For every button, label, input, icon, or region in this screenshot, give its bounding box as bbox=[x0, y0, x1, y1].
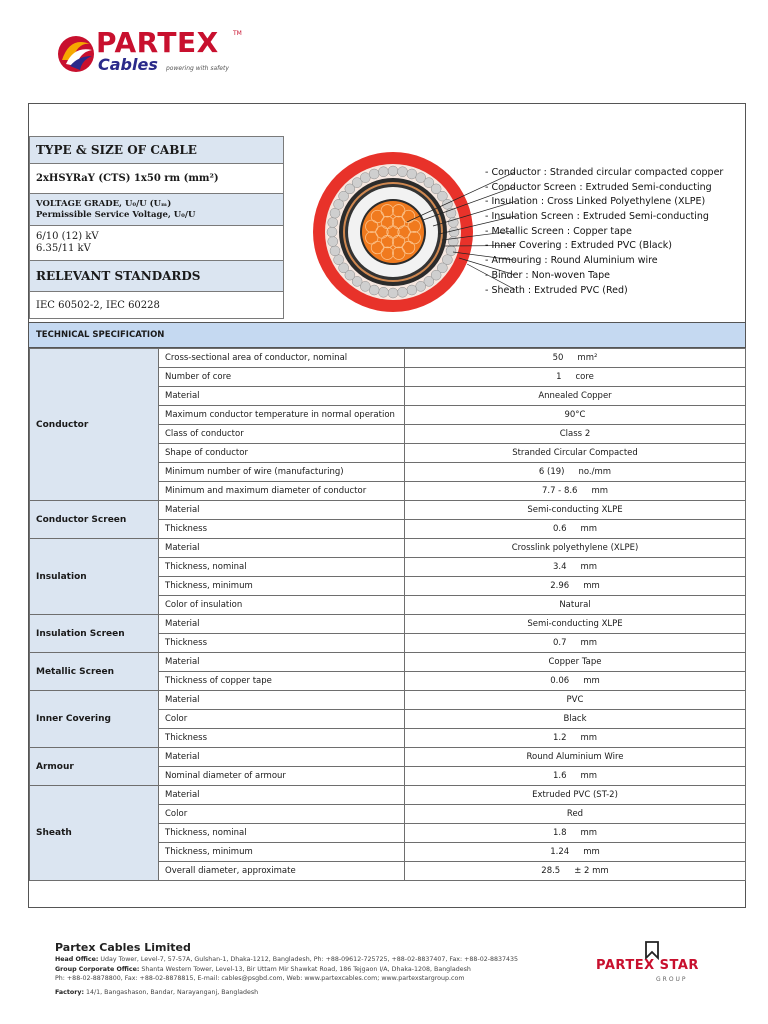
spec-value: 1.8 bbox=[552, 828, 567, 838]
spec-row bbox=[30, 691, 746, 710]
spec-value-cell bbox=[405, 482, 746, 501]
spec-parameter: Material bbox=[159, 615, 405, 634]
callout-metallic-screen: - Metallic Screen : Copper tape bbox=[485, 225, 632, 237]
head-office-address: Uday Tower, Level-7, 57-57A, Gulshan-1, Dhaka-1212, Bangladesh, Ph: +88-09612-725725, +88-02-8837407, Fax: +88-02-8837435 bbox=[100, 956, 519, 963]
datasheet-frame bbox=[28, 103, 746, 908]
voltage-value: 6/10 (12) kV bbox=[36, 231, 99, 242]
partex-star-group-logo bbox=[596, 940, 726, 988]
spec-value-cell bbox=[405, 824, 746, 843]
spec-value-cell bbox=[405, 691, 746, 710]
spec-parameter: Color bbox=[159, 710, 405, 729]
spec-unit: mm bbox=[580, 828, 598, 838]
contact-line: Ph: +88-02-8878800, Fax: +88-02-8878815, E-mail: cables@psgbd.com, Web: www.partexcables.com; www.partexstargroup.com bbox=[55, 975, 465, 983]
armour-wire bbox=[330, 246, 340, 256]
spec-group-label: Inner Covering bbox=[30, 691, 159, 748]
spec-parameter: Material bbox=[159, 748, 405, 767]
spec-row bbox=[30, 653, 746, 672]
technical-spec-heading: TECHNICAL SPECIFICATION bbox=[29, 322, 745, 348]
spec-parameter: Thickness, minimum bbox=[159, 577, 405, 596]
spec-value-cell bbox=[405, 425, 746, 444]
spec-parameter: Shape of conductor bbox=[159, 444, 405, 463]
spec-group-label: Sheath bbox=[30, 786, 159, 881]
spec-value-cell bbox=[405, 634, 746, 653]
factory-label: Factory: bbox=[55, 988, 84, 996]
spec-group-label: Metallic Screen bbox=[30, 653, 159, 691]
spec-value: Copper Tape bbox=[548, 657, 602, 667]
technical-spec-table bbox=[29, 348, 746, 881]
spec-group-label: Insulation Screen bbox=[30, 615, 159, 653]
spec-unit: mm bbox=[583, 581, 600, 591]
callout-conductor: - Conductor : Stranded circular compacted copper bbox=[485, 167, 724, 178]
star-group-icon bbox=[644, 940, 662, 960]
spec-value: 3.4 bbox=[552, 562, 567, 572]
spec-value-cell bbox=[405, 805, 746, 824]
spec-value: 1.24 bbox=[550, 847, 570, 857]
standards-value: IEC 60502-2, IEC 60228 bbox=[29, 291, 284, 319]
trademark-mark: TM bbox=[233, 30, 242, 37]
callout-conductor-screen: - Conductor Screen : Extruded Semi-conducting bbox=[485, 181, 712, 193]
armour-wire bbox=[388, 166, 398, 176]
component-callouts bbox=[485, 166, 745, 298]
spec-parameter: Material bbox=[159, 653, 405, 672]
spec-value: Extruded PVC (ST-2) bbox=[532, 790, 618, 800]
armour-wire bbox=[369, 169, 379, 179]
spec-group-label: Armour bbox=[30, 748, 159, 786]
spec-value-cell bbox=[405, 444, 746, 463]
spec-value: Crosslink polyethylene (XLPE) bbox=[511, 543, 639, 553]
spec-unit: mm bbox=[583, 676, 600, 686]
spec-value: 2.96 bbox=[550, 581, 570, 591]
spec-parameter: Thickness bbox=[159, 634, 405, 653]
armour-wire bbox=[369, 285, 379, 295]
armour-wire bbox=[388, 288, 398, 298]
armour-wire bbox=[334, 255, 344, 265]
spec-value: Class 2 bbox=[559, 429, 591, 439]
spec-value-cell bbox=[405, 577, 746, 596]
spec-parameter: Thickness, nominal bbox=[159, 824, 405, 843]
spec-parameter: Overall diameter, approximate bbox=[159, 862, 405, 881]
cable-summary bbox=[29, 136, 284, 319]
spec-parameter: Color bbox=[159, 805, 405, 824]
spec-parameter: Material bbox=[159, 786, 405, 805]
callout-inner-covering: - Inner Covering : Extruded PVC (Black) bbox=[485, 240, 673, 252]
armour-wire bbox=[327, 227, 337, 237]
spec-value: 1.2 bbox=[552, 733, 567, 743]
spec-parameter: Material bbox=[159, 501, 405, 520]
conductor-core bbox=[362, 201, 424, 263]
spec-unit: ± 2 mm bbox=[574, 866, 609, 876]
spec-value: 0.06 bbox=[550, 676, 570, 686]
spec-value: 50 bbox=[552, 353, 564, 363]
spec-value-cell bbox=[405, 558, 746, 577]
spec-row bbox=[30, 615, 746, 634]
spec-parameter: Material bbox=[159, 387, 405, 406]
spec-parameter: Number of core bbox=[159, 368, 405, 387]
spec-parameter: Material bbox=[159, 691, 405, 710]
spec-unit: mm bbox=[580, 562, 598, 572]
spec-value-cell bbox=[405, 387, 746, 406]
armour-wire bbox=[407, 285, 417, 295]
armour-wire bbox=[446, 246, 456, 256]
voltage-values bbox=[29, 225, 284, 260]
spec-value-cell bbox=[405, 368, 746, 387]
spec-value: Stranded Circular Compacted bbox=[512, 448, 638, 458]
voltage-grade-heading: VOLTAGE GRADE, U₀/U (Uₘ) bbox=[36, 199, 172, 209]
spec-value: 7.7 - 8.6 bbox=[541, 486, 578, 496]
armour-wire bbox=[328, 217, 338, 227]
callout-insulation-screen: - Insulation Screen : Extruded Semi-conducting bbox=[485, 211, 709, 223]
spec-value-cell bbox=[405, 767, 746, 786]
spec-value-cell bbox=[405, 615, 746, 634]
spec-value-cell bbox=[405, 520, 746, 539]
spec-row bbox=[30, 748, 746, 767]
spec-value-cell bbox=[405, 501, 746, 520]
spec-parameter: Maximum conductor temperature in normal operation bbox=[159, 406, 405, 425]
spec-parameter: Material bbox=[159, 539, 405, 558]
callout-insulation: - Insulation : Cross Linked Polyethylene (XLPE) bbox=[485, 196, 706, 208]
head-office-label: Head Office: bbox=[55, 956, 99, 963]
spec-value: Annealed Copper bbox=[538, 391, 612, 401]
voltage-value: 6.35/11 kV bbox=[36, 243, 91, 254]
spec-parameter: Thickness bbox=[159, 520, 405, 539]
voltage-heading-block bbox=[29, 193, 284, 225]
service-voltage-heading: Permissible Service Voltage, U₀/U bbox=[36, 210, 196, 220]
spec-value: 0.7 bbox=[552, 638, 567, 648]
spec-value: Semi-conducting XLPE bbox=[527, 505, 623, 515]
spec-parameter: Thickness, nominal bbox=[159, 558, 405, 577]
callout-armouring: - Armouring : Round Aluminium wire bbox=[485, 255, 658, 267]
partex-flame-icon bbox=[56, 30, 96, 76]
spec-value-cell bbox=[405, 786, 746, 805]
armour-wire bbox=[407, 169, 417, 179]
spec-value-cell bbox=[405, 596, 746, 615]
spec-row bbox=[30, 501, 746, 520]
spec-value: Black bbox=[563, 714, 587, 724]
spec-unit: core bbox=[575, 372, 594, 382]
company-name: Partex Cables Limited bbox=[55, 941, 191, 954]
spec-parameter: Minimum and maximum diameter of conductor bbox=[159, 482, 405, 501]
group-brand-name: PARTEX STAR bbox=[596, 958, 699, 973]
spec-row bbox=[30, 786, 746, 805]
brand-name: PARTEX bbox=[96, 26, 219, 59]
factory-address: 14/1, Bangashason, Bandar, Narayanganj, Bangladesh bbox=[86, 988, 259, 996]
spec-group-label: Conductor Screen bbox=[30, 501, 159, 539]
company-footer bbox=[55, 940, 595, 997]
factory-line bbox=[55, 988, 595, 998]
spec-value-cell bbox=[405, 748, 746, 767]
spec-row bbox=[30, 349, 746, 368]
armour-wire bbox=[360, 173, 370, 183]
spec-group-label: Insulation bbox=[30, 539, 159, 615]
standards-heading: RELEVANT STANDARDS bbox=[29, 260, 284, 291]
spec-value: Red bbox=[566, 809, 584, 819]
spec-value-cell bbox=[405, 349, 746, 368]
spec-unit: mm² bbox=[577, 353, 598, 363]
group-brand-sub: GROUP bbox=[656, 976, 688, 983]
spec-value: 90°C bbox=[564, 410, 586, 420]
spec-value-cell bbox=[405, 653, 746, 672]
spec-value-cell bbox=[405, 843, 746, 862]
spec-value: Natural bbox=[559, 600, 591, 610]
spec-parameter: Class of conductor bbox=[159, 425, 405, 444]
armour-wire bbox=[398, 167, 408, 177]
spec-parameter: Nominal diameter of armour bbox=[159, 767, 405, 786]
spec-value: 0.6 bbox=[552, 524, 567, 534]
group-office-address: Shanta Western Tower, Level-13, Bir Uttam Mir Shawkat Road, 186 Tejgaon I/A, Dhaka-1208, Bangladesh bbox=[141, 965, 471, 973]
cable-code: 2xHSYRaY (CTS) 1x50 rm (mm²) bbox=[29, 163, 284, 193]
type-size-heading: TYPE & SIZE OF CABLE bbox=[29, 136, 284, 163]
spec-unit: mm bbox=[580, 524, 598, 534]
spec-value-cell bbox=[405, 862, 746, 881]
spec-value: 1.6 bbox=[552, 771, 567, 781]
spec-value: Semi-conducting XLPE bbox=[527, 619, 623, 629]
spec-parameter: Cross-sectional area of conductor, nominal bbox=[159, 349, 405, 368]
spec-value: 6 (19) bbox=[538, 467, 565, 477]
spec-group-label: Conductor bbox=[30, 349, 159, 501]
spec-value-cell bbox=[405, 406, 746, 425]
armour-wire bbox=[449, 227, 459, 237]
spec-parameter: Minimum number of wire (manufacturing) bbox=[159, 463, 405, 482]
spec-value-cell bbox=[405, 463, 746, 482]
group-office-label: Group Corporate Office: bbox=[55, 965, 140, 973]
spec-value: Round Aluminium Wire bbox=[526, 752, 624, 762]
spec-value: 28.5 bbox=[541, 866, 561, 876]
spec-value: 1 bbox=[556, 372, 562, 382]
spec-unit: mm bbox=[580, 638, 598, 648]
spec-unit: mm bbox=[591, 486, 609, 496]
armour-wire bbox=[378, 167, 388, 177]
callout-binder: - Binder : Non-woven Tape bbox=[485, 269, 611, 281]
armour-wire bbox=[398, 287, 408, 297]
spec-parameter: Color of insulation bbox=[159, 596, 405, 615]
spec-value-cell bbox=[405, 710, 746, 729]
spec-value: PVC bbox=[566, 695, 584, 705]
group-office-line bbox=[55, 965, 595, 975]
callout-sheath: - Sheath : Extruded PVC (Red) bbox=[485, 284, 628, 296]
armour-wire bbox=[416, 281, 426, 291]
spec-unit: mm bbox=[580, 771, 598, 781]
spec-row bbox=[30, 539, 746, 558]
spec-value-cell bbox=[405, 539, 746, 558]
brand-sub: Cables bbox=[98, 55, 158, 74]
spec-value-cell bbox=[405, 729, 746, 748]
partex-cables-logo bbox=[56, 28, 266, 80]
armour-wire bbox=[442, 199, 452, 209]
spec-parameter: Thickness bbox=[159, 729, 405, 748]
brand-tagline: powering with safety bbox=[166, 65, 229, 72]
spec-unit: mm bbox=[580, 733, 598, 743]
armour-wire bbox=[328, 237, 338, 247]
armour-wire bbox=[378, 287, 388, 297]
spec-parameter: Thickness, minimum bbox=[159, 843, 405, 862]
spec-unit: no./mm bbox=[578, 467, 612, 477]
armour-wire bbox=[330, 208, 340, 218]
head-office-line bbox=[55, 955, 595, 965]
spec-unit: mm bbox=[583, 847, 600, 857]
spec-parameter: Thickness of copper tape bbox=[159, 672, 405, 691]
spec-value-cell bbox=[405, 672, 746, 691]
